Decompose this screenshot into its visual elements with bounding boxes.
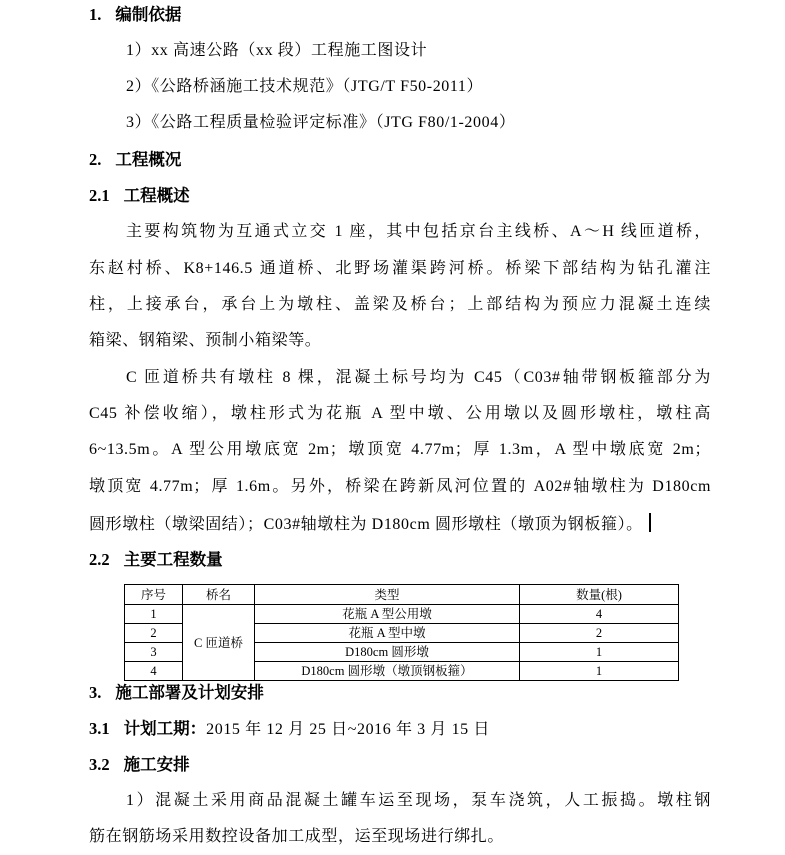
section-heading-3-1: 3.1 计划工期：2015 年 12 月 25 日~2016 年 3 月 15 日: [89, 719, 490, 738]
table-row: 1 C 匝道桥 花瓶 A 型公用墩 4: [125, 605, 679, 624]
table-row: 2 花瓶 A 型中墩 2: [125, 624, 679, 643]
table-header-row: [125, 585, 679, 605]
header-qty: 数量(根): [520, 585, 679, 605]
basis-item-1: 1）xx 高速公路（xx 段）工程施工图设计: [126, 42, 428, 59]
header-no: 序号: [125, 585, 183, 605]
section-heading-3-2: 3.2 施工安排: [89, 755, 190, 774]
piers-line-2: C45 补偿收缩），墩柱形式为花瓶 A 型中墩、公用墩以及圆形墩柱，墩柱高: [89, 405, 711, 422]
section-heading-2: 2. 工程概况: [89, 150, 182, 169]
piers-line-5: 圆形墩柱（墩梁固结）；C03#轴墩柱为 D180cm 圆形墩柱（墩顶为钢板箍）。: [89, 513, 651, 535]
piers-line-1: C 匝道桥共有墩柱 8 棵，混凝土标号均为 C45（C03#轴带钢板箍部分为: [126, 369, 711, 386]
header-bridge: 桥名: [183, 585, 255, 605]
section-heading-2-1: 2.1 工程概述: [89, 186, 190, 205]
overview-line-3: 柱，上接承台，承台上为墩柱、盖梁及桥台；上部结构为预应力混凝土连续: [89, 296, 711, 313]
schedule-text: 2015 年 12 月 25 日~2016 年 3 月 15 日: [206, 721, 490, 738]
quantity-table: [124, 584, 679, 681]
piers-line-3: 6~13.5m。A 型公用墩底宽 2m；墩顶宽 4.77m；厚 1.3m，A 型中墩底宽 2m；: [89, 441, 711, 458]
basis-item-2: 2）《公路桥涵施工技术规范》（JTG/T F50-2011）: [126, 78, 484, 95]
text-cursor: [649, 513, 651, 532]
piers-line-4: 墩顶宽 4.77m；厚 1.6m。另外，桥梁在跨新凤河位置的 A02#轴墩柱为 D180cm: [89, 478, 711, 495]
section-heading-2-2: 2.2 主要工程数量: [89, 550, 223, 569]
overview-line-1: 主要构筑物为互通式立交 1 座，其中包括京台主线桥、A～H 线匝道桥，: [126, 223, 711, 240]
table-row: 3 D180cm 圆形墩 1: [125, 643, 679, 662]
section-heading-3: 3. 施工部署及计划安排: [89, 683, 264, 702]
bridge-name-cell: C 匝道桥: [183, 605, 255, 681]
header-type: 类型: [255, 585, 520, 605]
overview-line-2: 东赵村桥、K8+146.5 通道桥、北野场灌渠跨河桥。桥梁下部结构为钻孔灌注: [89, 260, 711, 277]
table-row: 4 D180cm 圆形墩（墩顶钢板箍） 1: [125, 662, 679, 681]
section-heading-1: 1. 编制依据: [89, 5, 182, 24]
arrange-line-2: 筋在钢筋场采用数控设备加工成型，运至现场进行绑扎。: [89, 828, 505, 845]
basis-item-3: 3）《公路工程质量检验评定标准》（JTG F80/1-2004）: [126, 114, 516, 131]
arrange-line-1: 1）混凝土采用商品混凝土罐车运至现场，泵车浇筑，人工振捣。墩柱钢: [126, 792, 711, 809]
overview-line-4: 箱梁、钢箱梁、预制小箱梁等。: [89, 332, 322, 349]
